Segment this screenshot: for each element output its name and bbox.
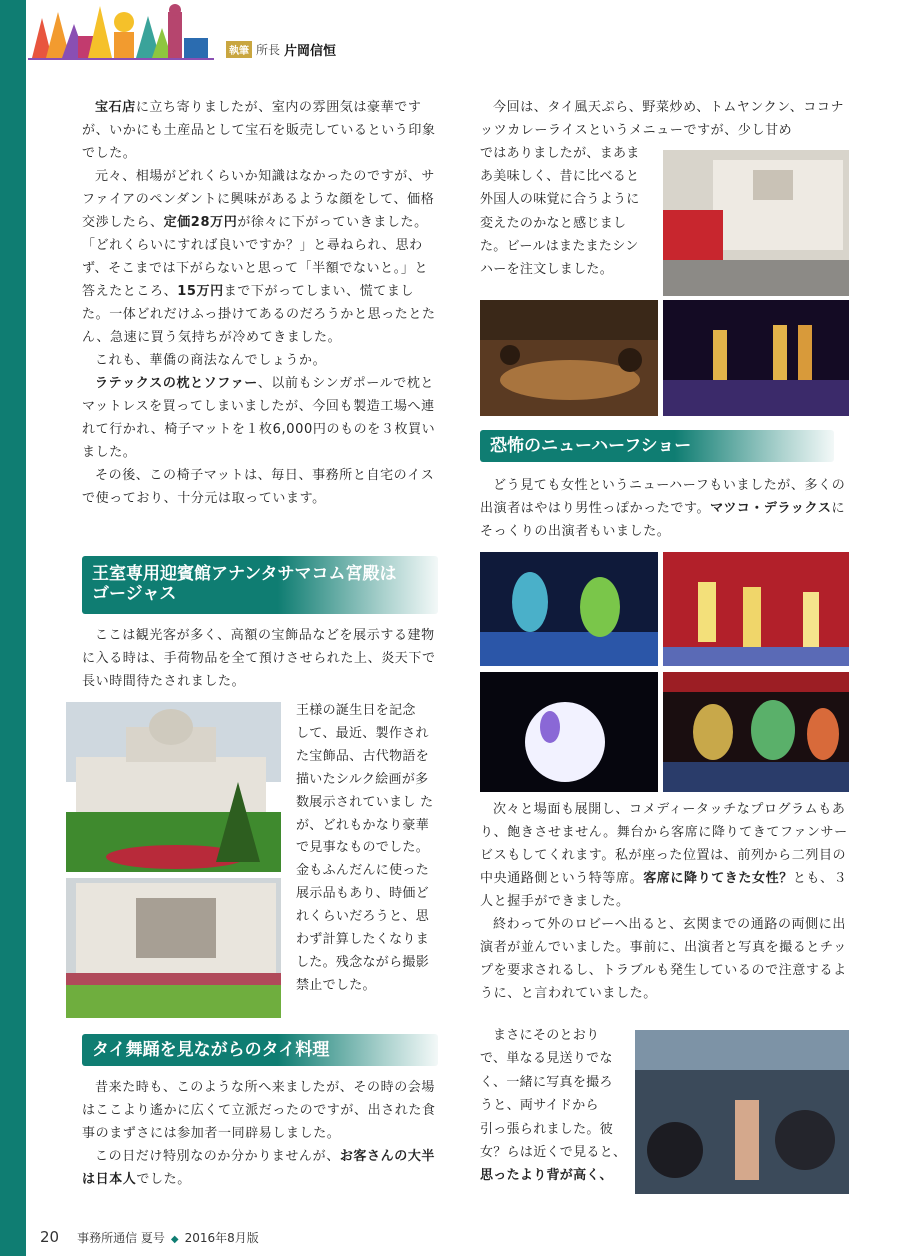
text-line: して、最近、製作され bbox=[296, 725, 429, 741]
text-line: 女？らは近くで見ると、 bbox=[480, 1145, 627, 1161]
dining-hall-photo bbox=[480, 300, 658, 416]
text-line: あ美味しく、昔に比べると bbox=[480, 169, 640, 185]
text-line: まさにそのとおり bbox=[493, 1028, 600, 1043]
restaurant-building-photo bbox=[663, 150, 849, 296]
text-line: わず計算したくなりま bbox=[296, 932, 430, 948]
thai-skyline-logo bbox=[28, 2, 214, 60]
thai-dance-photo bbox=[663, 300, 849, 416]
dance-text bbox=[82, 1076, 438, 1191]
text-line: 金もふんだんに使った bbox=[296, 863, 430, 879]
paragraph: 宝石店に立ち寄りましたが、室内の雰囲気は豪華ですが、いかにも土産品として宝石を販売しているという印象でした。 bbox=[82, 100, 436, 161]
paragraph: どう見ても女性というニューハーフもいましたが、多くの出演者はやはり男性っぽかったです。マツコ・デラックスにそっくりの出演者もいました。 bbox=[480, 478, 846, 539]
palace-photo-facade bbox=[66, 878, 281, 1018]
left-accent-bar bbox=[0, 0, 26, 1256]
paragraph: この日だけ特別なのか分かりませんが、お客さんの大半は日本人でした。 bbox=[82, 1149, 436, 1187]
scene-text bbox=[480, 798, 850, 1005]
section-heading-palace bbox=[82, 556, 438, 614]
page-number: 20 bbox=[40, 1228, 60, 1246]
text-line: 変えたのかなと感じまし bbox=[480, 215, 627, 231]
heading-line: 王室専用迎賓館アナンタサマコム宮殿は bbox=[92, 564, 397, 584]
author-line bbox=[226, 40, 336, 59]
text-line: した。残念ながら撮影 bbox=[296, 954, 430, 970]
text-line: 引っ張られました。彼 bbox=[480, 1121, 614, 1137]
right-intro bbox=[480, 96, 850, 142]
paragraph: 元々、相場がどれくらいか知識はなかったのですが、サファイアのペンダントに興味があるような顔をして、価格交渉したら、定価28万円が徐々に下がっていきました。「どれくらいにすれば良いですか？」と尋ねられ、思わず、そこまでは下がらないと思って「半額でないと。」と答えたところ、15万円まで下がってしまい、慌てました。一体どれだけふっ掛けてあるのだろうかと思ったとたん、急速に買う気持ちが冷めてきました。 bbox=[82, 169, 436, 345]
paragraph: 今回は、タイ風天ぷら、野菜炒め、トムヤンクン、ココナッツカレーライスというメニューですが、少し甘め bbox=[480, 100, 845, 138]
lobby-photo bbox=[635, 1030, 849, 1194]
show-photo-feathers bbox=[480, 552, 658, 666]
text-line: 王様の誕生日を記念 bbox=[296, 703, 416, 718]
paragraph: これも、華僑の商法なんでしょうか。 bbox=[95, 353, 327, 368]
heading-line: ゴージャス bbox=[92, 584, 177, 604]
text-line: ハーを注文しました。 bbox=[480, 262, 614, 278]
palace-wrap-text bbox=[296, 700, 440, 998]
text-line: 禁止でした。 bbox=[296, 977, 376, 993]
text-line: で見事なものでした。 bbox=[296, 840, 430, 856]
text-line: ではありましたが、まあま bbox=[480, 146, 640, 161]
paragraph: 昔来た時も、このような所へ来ましたが、その時の会場はここより遙かに広くて立派だったのですが、出された食事のまずさには参加者一同辟易しました。 bbox=[82, 1080, 436, 1141]
lobby-wrap-text bbox=[480, 1024, 630, 1188]
heading-text: 恐怖のニューハーフショー bbox=[490, 436, 692, 456]
text-line: 展示品もあり、時価ど bbox=[296, 886, 430, 902]
text-line: 数展示されていまし た bbox=[296, 794, 434, 810]
paragraph: ラテックスの枕とソファー、以前もシンガポールで枕とマットレスを買ってしまいましたが、今回も製造工場へ連れて行かれ、椅子マットを１枚6,000円のものを３枚買いました。 bbox=[82, 376, 436, 460]
paragraph: その後、この椅子マットは、毎日、事務所と自宅のイスで使っており、十分元は取っています。 bbox=[82, 468, 435, 506]
text-line: うと、両サイドから bbox=[480, 1098, 599, 1114]
palace-intro bbox=[82, 624, 438, 693]
text-line: く、一緒に写真を撮ろ bbox=[480, 1074, 613, 1090]
section-heading-dance bbox=[82, 1034, 438, 1066]
text-line: れくらいだろうと、思 bbox=[296, 909, 430, 925]
text-line: 思ったより背が高く、 bbox=[480, 1168, 613, 1184]
text-line: が、どれもかなり豪華 bbox=[296, 817, 430, 833]
author-badge: 執筆 bbox=[226, 41, 252, 58]
paragraph: ここは観光客が多く、高額の宝飾品などを展示する建物に入る時は、手荷物品を全て預けさせられた上、炎天下で長い時間待たされました。 bbox=[82, 628, 436, 689]
paragraph: 終わって外のロビーへ出ると、玄関までの通路の両側に出演者が並んでいました。事前に、出演者と写真を撮るとチップを要求されるし、トラブルも発生しているので注意するように、と言われていました。 bbox=[480, 917, 847, 1001]
left-column-text bbox=[82, 96, 438, 510]
heading-text: タイ舞踊を見ながらのタイ料理 bbox=[92, 1040, 330, 1060]
show-photo-curtain bbox=[663, 552, 849, 666]
show-photo-spotlight bbox=[480, 672, 658, 792]
section-heading-show bbox=[480, 430, 834, 462]
text-line: 描いたシルク絵画が多 bbox=[296, 771, 429, 787]
text-line: で、単なる見送りでな bbox=[480, 1051, 613, 1067]
show-text bbox=[480, 474, 850, 543]
page-footer bbox=[40, 1228, 259, 1246]
paragraph: 次々と場面も展開し、コメディータッチなプログラムもあり、飽きさせません。舞台から客席に降りてきてファンサービスもしてくれます。私が座った位置は、前列から二列目の中央通路側という特等席。客席に降りてきた女性？とも、３人と握手ができました。 bbox=[480, 802, 848, 909]
show-photo-finale bbox=[663, 672, 849, 792]
text-line: 外国人の味覚に合うように bbox=[480, 192, 640, 208]
publication-title: 事務所通信 夏号 bbox=[77, 1231, 165, 1245]
palace-photo-exterior bbox=[66, 702, 281, 872]
publication-date: 2016年8月版 bbox=[184, 1231, 259, 1245]
diamond-icon: ◆ bbox=[170, 1234, 179, 1245]
right-intro-wrap bbox=[480, 142, 660, 281]
author-name: 片岡信恒 bbox=[284, 44, 337, 59]
text-line: た宝飾品、古代物語を bbox=[296, 748, 430, 764]
text-line: た。ビールはまたまたシン bbox=[480, 238, 639, 254]
author-role: 所長 bbox=[256, 43, 281, 57]
